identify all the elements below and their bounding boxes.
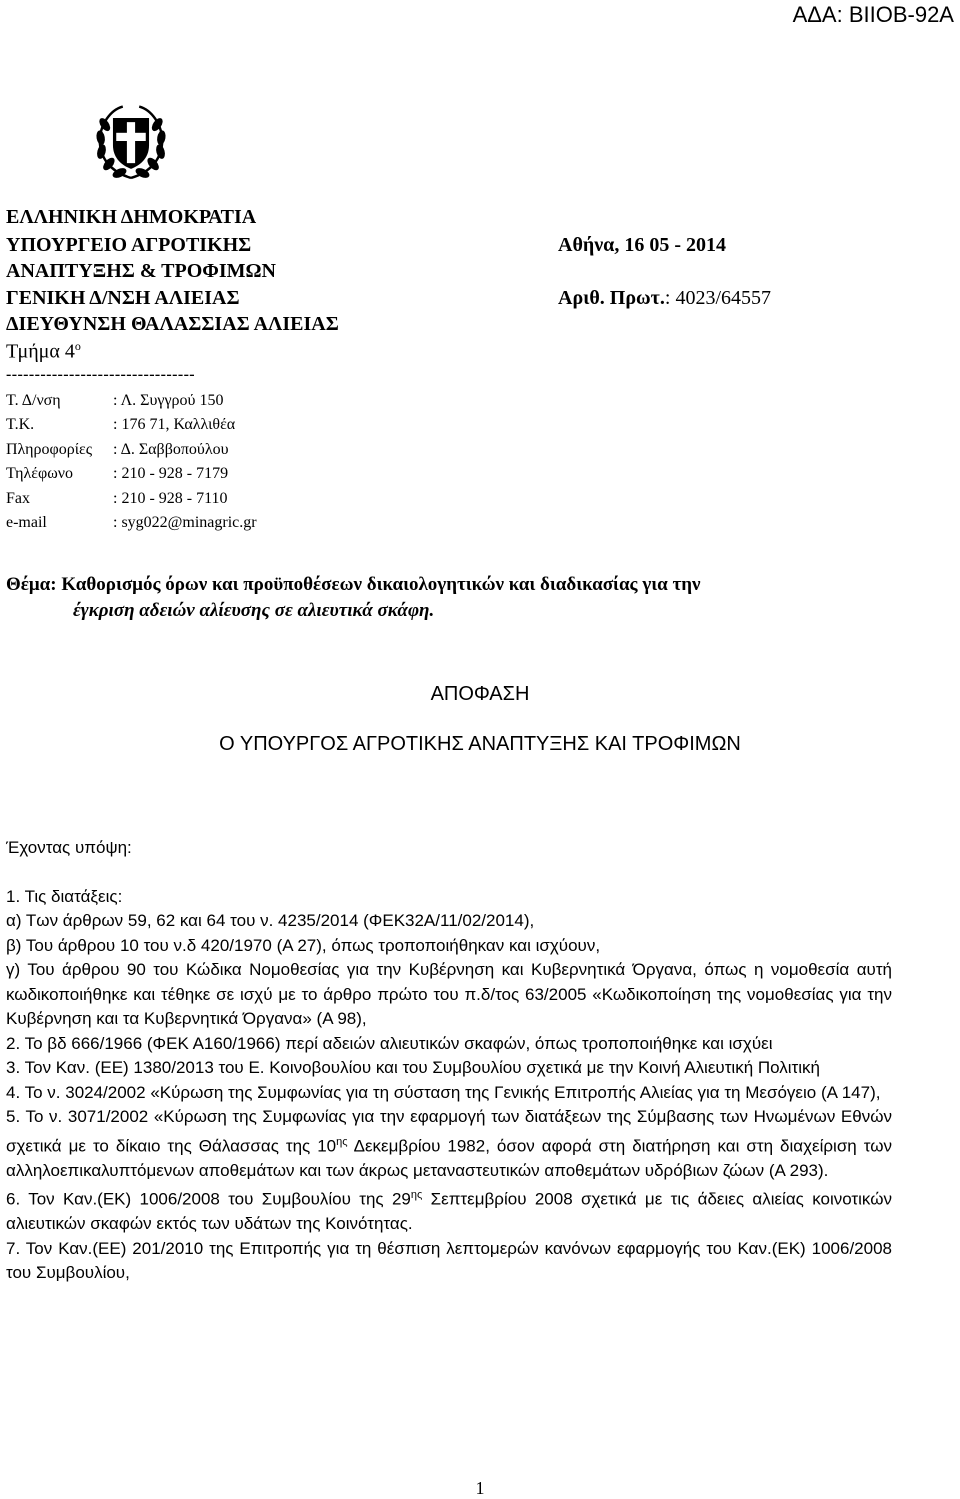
- header-ministry-cont: ΑΝΑΠΤΥΞΗΣ & ΤΡΟΦΙΜΩΝ: [6, 260, 276, 282]
- greek-state-emblem-icon: [90, 100, 172, 182]
- contact-value: : 210 - 928 - 7179: [113, 465, 229, 482]
- header-general-directorate: ΓΕΝΙΚΗ Δ/ΝΣΗ ΑΛΙΕΙΑΣ: [6, 287, 240, 309]
- clause-1b: β) Του άρθρου 10 του ν.δ 420/1970 (Α 27), όπως τροποποιήθηκαν και ισχύουν,: [6, 935, 601, 955]
- contact-label: Fax: [6, 490, 30, 507]
- clause-1: 1. Τις διατάξεις:: [6, 886, 123, 906]
- clause-7: 7. Τον Καν.(ΕΕ) 201/2010 της Επιτροπής για τη θέσπιση λεπτομερών κανόνων εφαρμογής του Καν.(ΕΚ) 1006/2008 του Συμβουλίου,: [6, 1238, 892, 1283]
- contact-label: Τ. Δ/νση: [6, 392, 61, 409]
- clause-6: 6. Τον Καν.(ΕΚ) 1006/2008 του Συμβουλίου της $29^{\eta\varsigma}$ Σεπτεμβρίου 2008 σχετικά με τις άδειες αλιείας κοινοτικών αλιευτικών σκαφών εκτός των υδάτων της Κοινότητας.: [6, 1189, 892, 1234]
- clause-5: 5. Το ν. 3071/2002 «Κύρωση της Συμφωνίας για την εφαρμογή των διατάξεων της Σύμβασης των Ηνωμένων Εθνών σχετικά με το δίκαιο της Θάλασσας της $10^{\eta\varsigma}$ Δεκεμβρίου 1982, όσον αφορά στη διατήρηση και στη διαχείριση των αλληλοεπικαλυπτόμενων αποθεμάτων και των άκρως μεταναστευτικών αποθεμάτων υδρόβιων ζώων (Α 293).: [6, 1107, 892, 1180]
- clause-4: 4. Το ν. 3024/2002 «Κύρωση της Συμφωνίας για τη σύσταση της Γενικής Επιτροπής Αλιείας για τη Μεσόγειο (Α 147),: [6, 1082, 881, 1102]
- clause-1a: α) Των άρθρων 59, 62 και 64 του ν. 4235/2014 (ΦΕΚ32Α/11/02/2014),: [6, 911, 535, 930]
- clause-1c: γ) Του άρθρου 90 του Κώδικα Νομοθεσίας για την Κυβέρνηση και Κυβερνητικά Όργανα, όπως η νομοθεσία αυτή κωδικοποιήθηκε και τέθηκε σε ισχύ με το άρθρο πρώτο του π.δ/τος 63/2005 «Κωδικοποίηση της νομοθεσίας για την Κυβέρνηση και τα Κυβερνητικά Όργανα» (Α 98),: [6, 960, 892, 1028]
- considering-heading: Έχοντας υπόψη:: [6, 838, 132, 857]
- contact-value: : 176 71, Καλλιθέα: [113, 416, 236, 433]
- contact-label: Τηλέφωνο: [6, 465, 74, 482]
- contact-value: : syg022@minagric.gr: [113, 514, 257, 531]
- ada-stamp: ΑΔΑ: ΒΙΙΟΒ-92Α: [792, 2, 954, 27]
- document-body: [6, 836, 892, 1286]
- minister-title: Ο ΥΠΟΥΡΓΟΣ ΑΓΡΟΤΙΚΗΣ ΑΝΑΠΤΥΞΗΣ ΚΑΙ ΤΡΟΦΙΜΩΝ: [219, 733, 741, 755]
- header-directorate: ΔΙΕΥΘΥΝΣΗ ΘΑΛΑΣΣΙΑΣ ΑΛΙΕΙΑΣ: [6, 313, 339, 335]
- page-number: 1: [475, 1478, 485, 1498]
- header-divider: ---------------------------------: [6, 366, 196, 383]
- contact-value: : Δ. Σαββοπούλου: [113, 441, 229, 458]
- document-date: Αθήνα, 16 05 - 2014: [558, 234, 726, 256]
- contact-value: : 210 - 928 - 7110: [113, 490, 228, 507]
- header-section: Τμήμα $4^o$: [6, 339, 81, 363]
- clause-3: 3. Τον Καν. (ΕΕ) 1380/2013 του Ε. Κοινοβουλίου και του Συμβουλίου σχετικά με την Κοινή Αλιευτική Πολιτική: [6, 1058, 820, 1077]
- subject-line-1: Θέμα: Καθορισμός όρων και προϋποθέσεων δικαιολογητικών και διαδικασίας για την: [6, 574, 701, 595]
- subject-line-2: έγκριση αδειών αλίευσης σε αλιευτικά σκάφη.: [73, 600, 435, 621]
- contact-label: Τ.Κ.: [6, 416, 35, 433]
- clause-2: 2. Το βδ 666/1966 (ΦΕΚ Α160/1966) περί αδειών αλιευτικών σκαφών, όπως τροποποιήθηκε και ισχύει: [6, 1033, 773, 1053]
- protocol-number: Αριθ. Πρωτ.: 4023/64557: [558, 287, 772, 309]
- header-ministry: ΥΠΟΥΡΓΕΙΟ ΑΓΡΟΤΙΚΗΣ: [6, 234, 252, 256]
- contact-label: e-mail: [6, 514, 47, 531]
- decision-title: ΑΠΟΦΑΣΗ: [430, 683, 530, 705]
- contact-value: : Λ. Συγγρού 150: [113, 392, 224, 409]
- contact-label: Πληροφορίες: [6, 441, 93, 458]
- header-republic: ΕΛΛΗΝΙΚΗ ΔΗΜΟΚΡΑΤΙΑ: [6, 206, 257, 228]
